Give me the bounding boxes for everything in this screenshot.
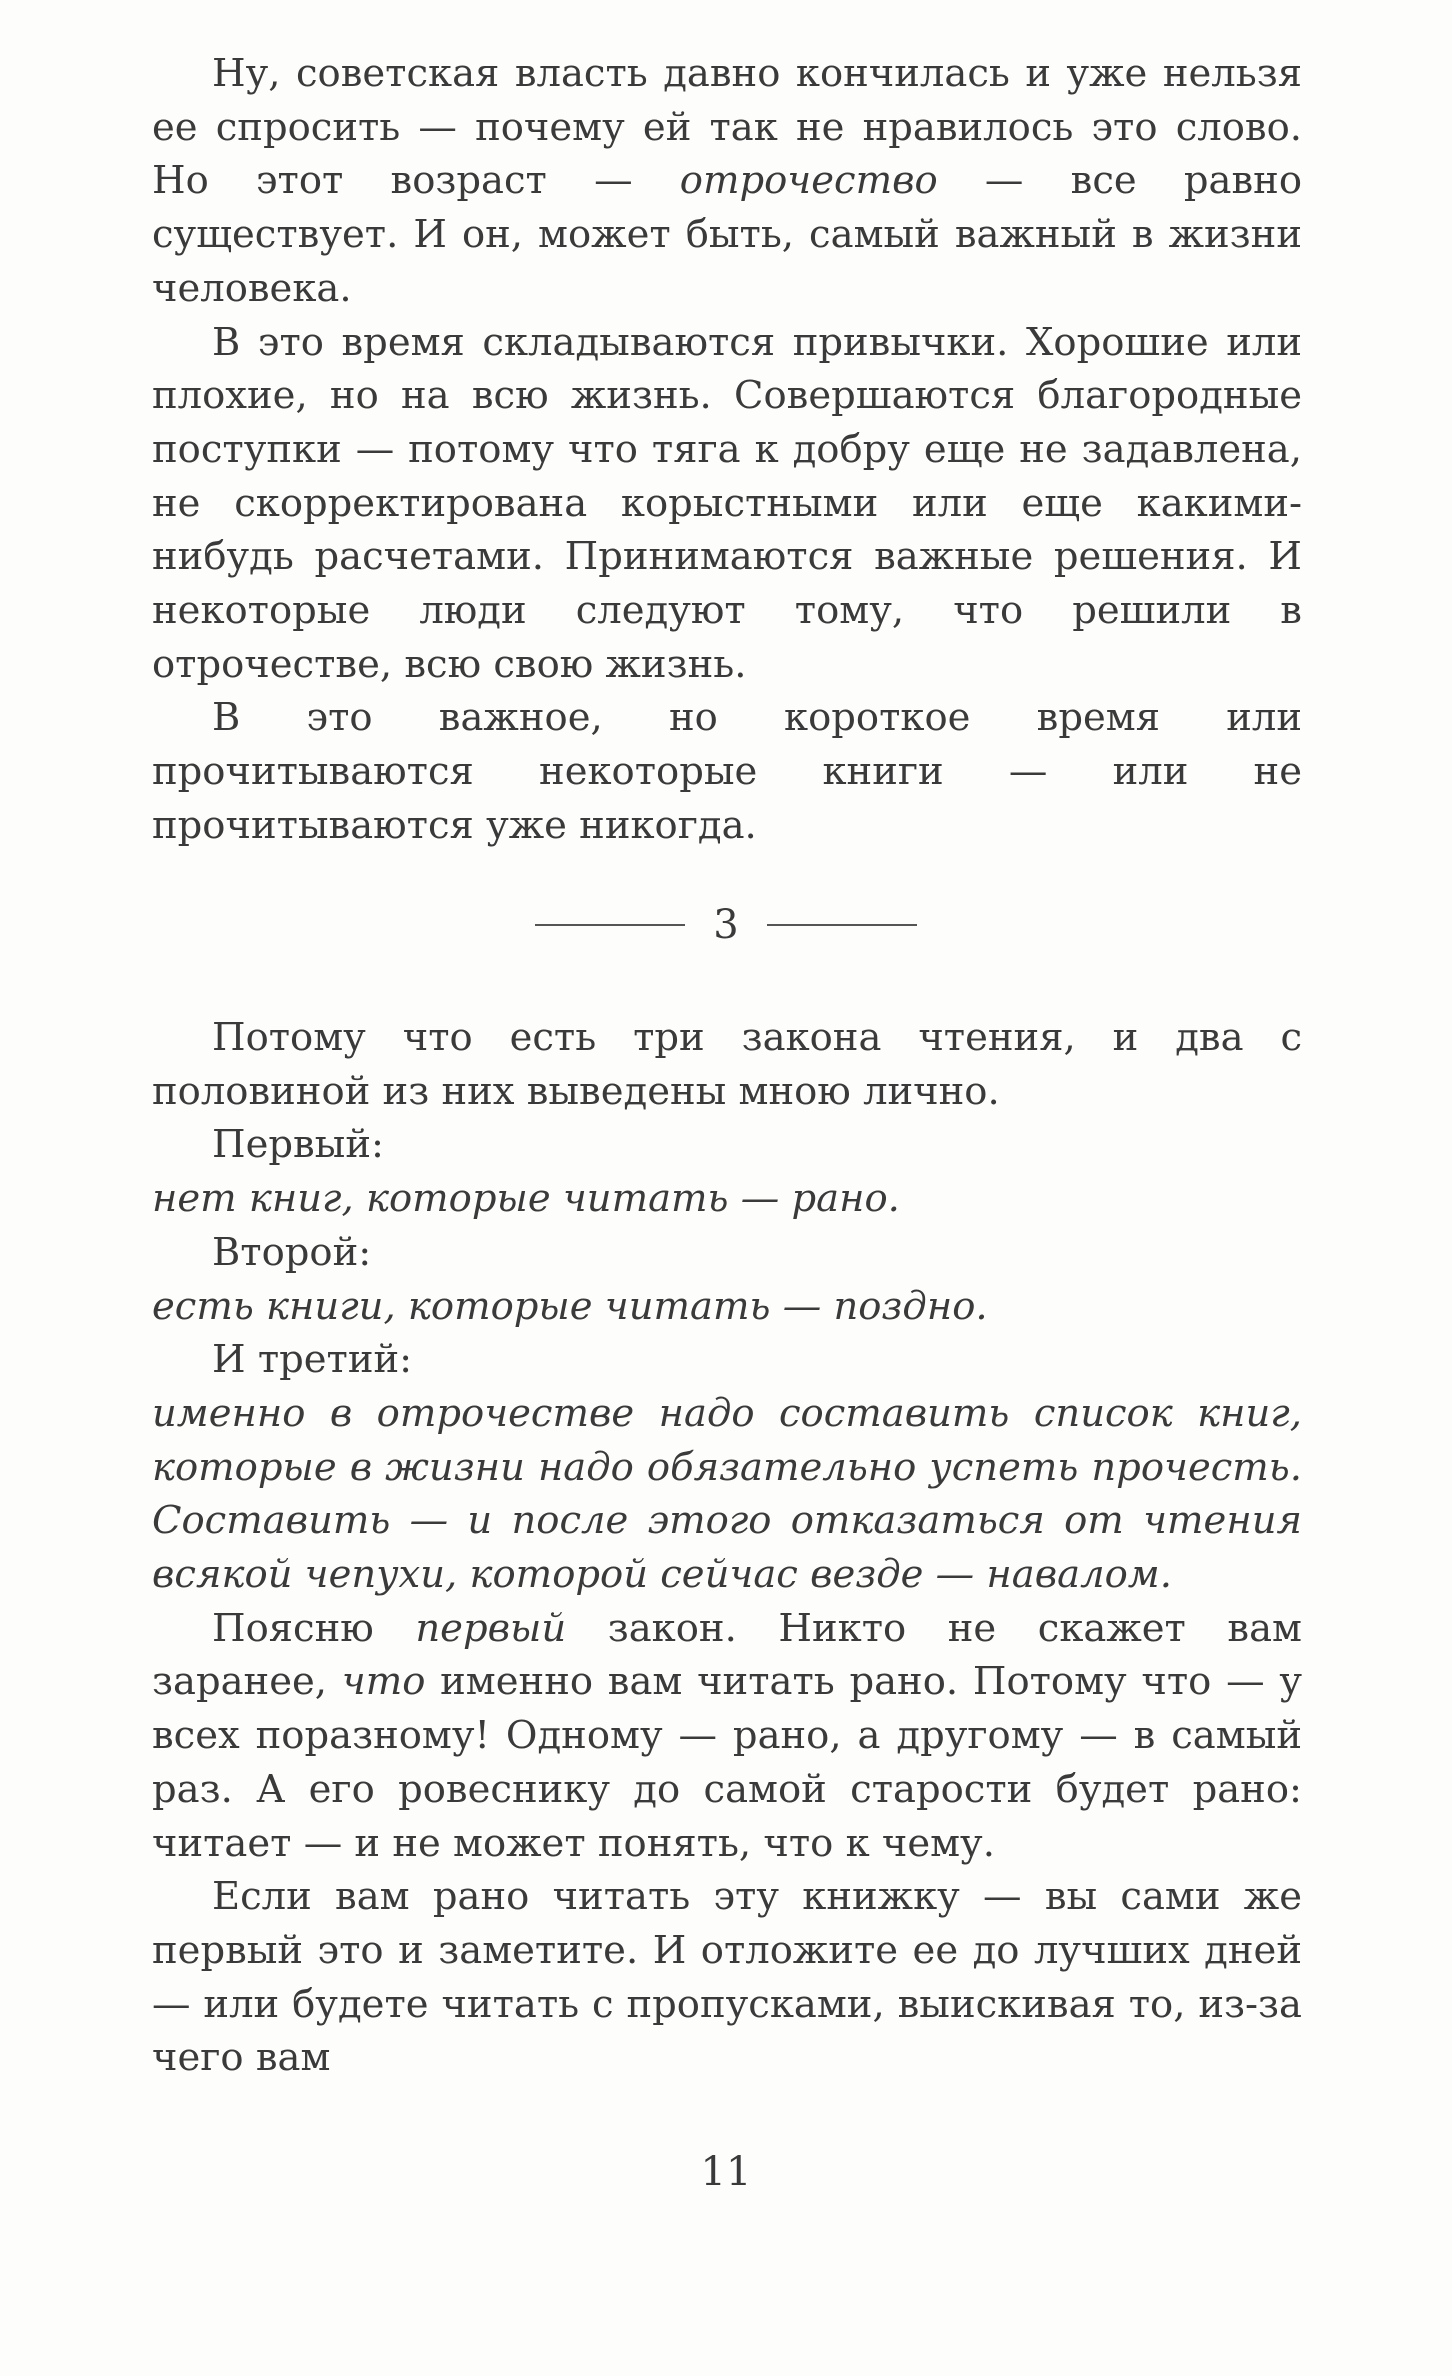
- italic-term: отрочество: [679, 158, 938, 204]
- law-text: [152, 1280, 1302, 1334]
- paragraph: [152, 47, 1302, 316]
- law-text-italic: нет книг, которые читать — рано.: [152, 1176, 900, 1222]
- paragraph: В это время складываются привычки. Хорошие или плохие, но на всю жизнь. Совершаются благородные поступки — потому что тяга к добру еще не задавлена, не скорректирована корыстными или еще какими-нибудь расчетами. Принимаются важные решения. И некоторые люди следуют тому, что решили в отрочестве, всю свою жизнь.: [152, 319, 1302, 687]
- section-heading: [0, 895, 1452, 955]
- text-block-bottom: [152, 1011, 1302, 2085]
- paragraph-text: закон. Никто не скажет вам заранее,: [152, 1605, 1302, 1705]
- law-label: И третий:: [212, 1337, 413, 1383]
- paragraph-text: Ну, советская власть давно кончилась и уже нельзя ее спросить — почему ей так не нравилось это слово. Но этот возраст —: [152, 51, 1302, 204]
- law-text-italic: есть книги, которые читать — поздно.: [152, 1283, 988, 1329]
- paragraph-text: — все равно существует. И он, может быть, самый важный в жизни человека.: [152, 158, 1302, 311]
- law-label: Первый:: [212, 1122, 384, 1168]
- paragraph: В это важное, но короткое время или прочитываются некоторые книги — или не прочитываются уже никогда.: [152, 695, 1302, 848]
- section-rule-right: [767, 924, 917, 926]
- paragraph: [152, 1602, 1302, 1871]
- section-number: 3: [713, 902, 739, 948]
- page-number: 11: [700, 2149, 752, 2195]
- law-text-italic: именно в отрочестве надо составить список книг, которые в жизни надо обязательно успеть прочесть. Составить — и после этого отказаться от чтения всякой чепухи, которой сейчас везде — навалом.: [152, 1390, 1302, 1598]
- text-block-top: [152, 47, 1302, 853]
- section-rule-left: [535, 924, 685, 926]
- law-text: [152, 1172, 1302, 1226]
- paragraph-text: именно вам читать рано. Потому что — у всех поразному! Одному — рано, а другому — в самый раз. А его ровеснику до самой старости будет рано: читает — и не может понять, что к чему.: [152, 1659, 1302, 1866]
- law-text: [152, 1387, 1302, 1602]
- italic-term: что: [341, 1659, 426, 1705]
- paragraph: Потому что есть три закона чтения, и два с половиной из них выведены мною лично.: [152, 1015, 1302, 1114]
- paragraph-text: Поясню: [212, 1605, 416, 1651]
- law-label: Второй:: [212, 1229, 372, 1275]
- paragraph: Если вам рано читать эту книжку — вы сами же первый это и заметите. И отложите ее до лучших дней — или будете читать с пропусками, выискивая то, из-за чего вам: [152, 1874, 1302, 2081]
- italic-term: первый: [415, 1605, 567, 1651]
